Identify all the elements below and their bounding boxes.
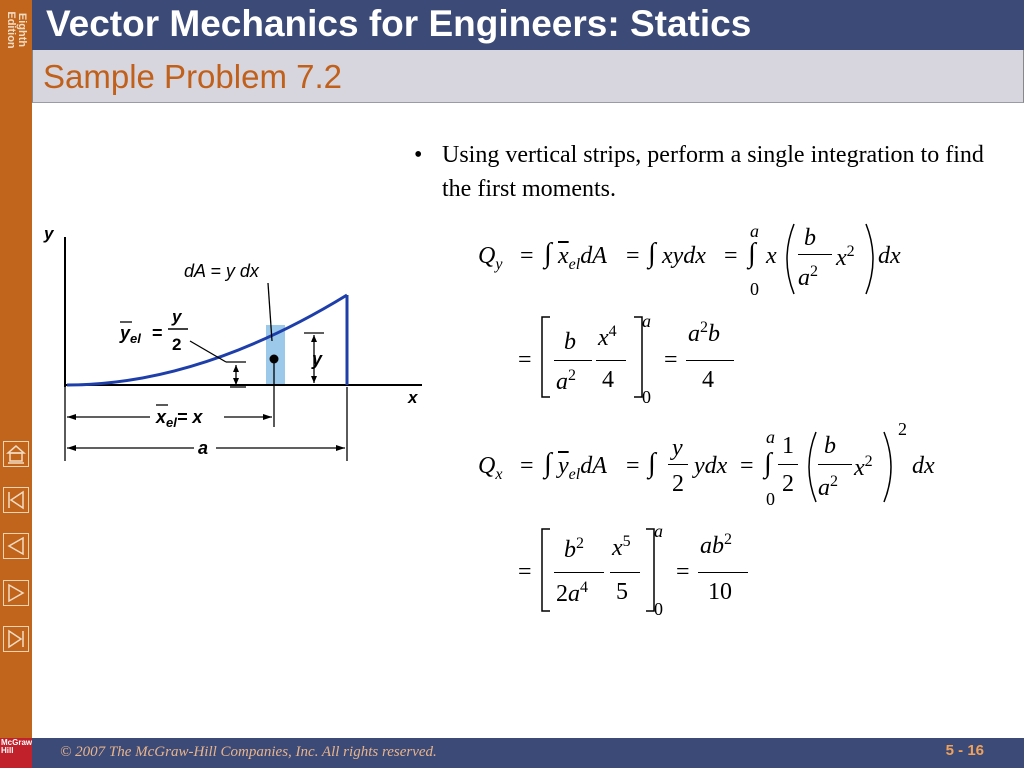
slide-title: Sample Problem 7.2 [43, 58, 342, 95]
bullet-marker: • [414, 142, 423, 168]
parabola-curve [67, 295, 347, 385]
next-slide-icon [4, 581, 28, 605]
previous-slide-icon [4, 534, 28, 558]
y-dim-label: y [312, 349, 323, 369]
yel-equals: = [152, 323, 163, 343]
equation-qy: $Q_y$ = ∫ $\overline{x}_{el}dA$ = ∫ xydx = a ∫ 0 x b $a^2$ $x^2$ dx [478, 221, 901, 299]
title-bar [32, 50, 1024, 103]
yel-label: $y_{el}$ [120, 323, 141, 346]
dA-label: dA = y dx [184, 261, 259, 281]
yel-leader [190, 341, 226, 362]
a-label: a [198, 438, 209, 458]
frac-2: 2 [172, 335, 182, 354]
bullet-text: Using vertical strips, perform a single integration to find the first moments. [442, 142, 984, 202]
copyright: © 2007 The McGraw-Hill Companies, Inc. All rights reserved. [60, 744, 437, 760]
frac-y: y [172, 307, 182, 326]
last-slide-button[interactable] [3, 626, 29, 652]
edition-label: Eighth Edition [5, 11, 28, 49]
course-title: Vector Mechanics for Engineers: Statics [46, 3, 752, 44]
equation-qx: $Q_x$ = ∫ $\overline{y}_{el}dA$ = ∫ y 2 ydx = a ∫ 0 1 2 b $a^2$ $x^2$ 2 dx [478, 419, 935, 509]
y-axis-label: y [44, 224, 54, 243]
previous-slide-button[interactable] [3, 533, 29, 559]
home-icon [4, 442, 28, 466]
publisher-logo: McGraw Hill [0, 738, 32, 768]
equation-qx-result: = $b^2$ $2a^4$ $x^5$ 5 a 0 = $ab^2$ 10 [514, 522, 774, 622]
page-number: 5 - 16 [945, 742, 984, 759]
last-slide-icon [4, 627, 28, 651]
equation-qy-result: = b $a^2$ $x^4$ 4 a 0 = $a^2b$ 4 [514, 312, 754, 408]
first-slide-button[interactable] [3, 487, 29, 513]
area-figure [40, 215, 425, 465]
sidebar [0, 0, 32, 768]
footer-bar [32, 738, 1024, 768]
header-bar [32, 0, 1024, 50]
xel-label: $x_{el}= x$ [156, 407, 203, 430]
next-slide-button[interactable] [3, 580, 29, 606]
x-axis-label: x [408, 388, 418, 407]
strip-centroid [270, 355, 279, 364]
home-button[interactable] [3, 441, 29, 467]
first-slide-icon [4, 488, 28, 512]
